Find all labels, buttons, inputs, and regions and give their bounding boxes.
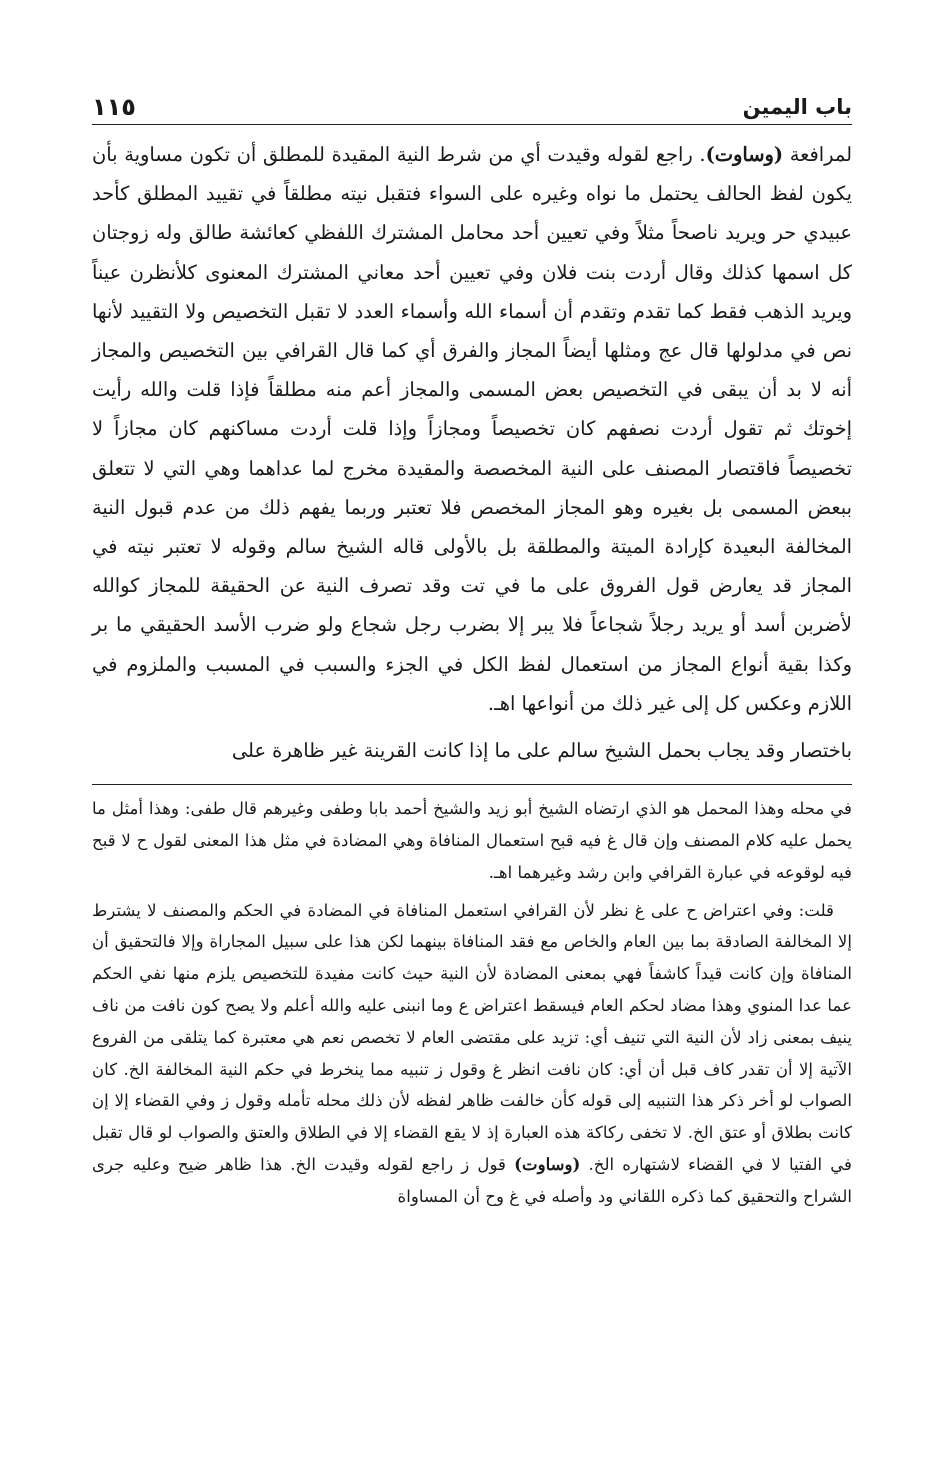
page-number: ١١٥ [92,92,144,122]
footnote-2-start: قلت: وفي اعتراض ح على غ نظر لأن القرافي استعمل المنافاة في المضادة في الحكم والمصنف لا يشترط إلا المخالفة الصادقة بما بين العام والخاص مع فقد المنافاة بينهما لكن هذا على سبيل المجاراة وإلا فالتحقيق أن المنافاة وإن كانت قيداً كاشفاً فهي بمعنى المضادة لأن النية حيث كانت مفيدة للتخصيص يلزم منها نفي الحكم عما عدا المنوي وهذا مضاد لحكم العام فيسقط اعتراض ع وما انبنى عليه والله أعلم ولا يصح كون نافت من ناف ينيف بمعنى زاد لأن النية التي تنيف أي: تزيد على مقتضى العام لا تخصص نعم هي معتبرة كما يتلقى من الفروع الآتية إلا أن تقدر كاف قبل أن أي: كان نافت انظر غ وقول ز تنبيه مما ينخرط في حكم النية المخالفة الخ. كان الصواب لو أخر ذكر هذا التنبيه إلى قوله كأن خالفت ظاهر لفظه لأن ذلك محله تأمله وقول ز وفي القضاء إلا إن كانت بطلاق أو عتق الخ. لا تخفى ركاكة هذه العبارة إذ لا يقع القضاء إلا في الطلاق والعتق والصواب لو قال تقبل في الفتيا لا في القضاء لاشتهاره الخ. [92,900,852,1175]
footnote-2 [92,895,852,1213]
footnote-separator [92,784,852,785]
main-paragraph-1-start: لمرافعة [783,143,852,166]
main-paragraph-1 [92,135,852,723]
chapter-title: باب اليمين [733,92,852,122]
main-paragraph-2: باختصار وقد يجاب بحمل الشيخ سالم على ما إذا كانت القرينة غير ظاهرة على [231,739,852,763]
footnote-1: في محله وهذا المحمل هو الذي ارتضاه الشيخ أبو زيد والشيخ أحمد بابا وطفى وغيرهم قال طفى: وهذا أمثل ما يحمل عليه كلام المصنف وإن قال غ فيه قبح استعمال المنافاة وهي المضادة في مثل هذا المعنى لقول ح لا قبح فيه لوقوعه في عبارة القرافي وابن رشد وغيرهما اهـ. [92,799,852,882]
book-page [92,78,852,1458]
keyword-wasawat: (وساوت) [705,143,784,166]
footnotes [92,793,852,1212]
running-head [92,78,852,125]
main-text [92,135,852,770]
main-paragraph-1-body: . راجع لقوله وقيدت أي من شرط النية المقيدة للمطلق أن تكون مساوية بأن يكون لفظ الحالف يحتمل ما نواه وغيره على السواء فتقبل نيته مطلقاً في تقييد المطلق كأحد عبيدي حر ويريد ناصحاً مثلاً وفي تعيين أحد محامل المشترك اللفظي كعائشة طالق وله زوجتان كل اسمها كذلك وقال أردت بنت فلان وفي تعيين أحد معاني المشترك المعنوى كلأنظرن عيناً ويريد الذهب فقط كما تقدم وتقدم أن أسماء الله وأسماء العدد لا تقبل التخصيص ولا التقييد لأنها نص في مدلولها قال عج ومثلها أيضاً المجاز والفرق أي كما قال القرافي بين التخصيص والمجاز أنه لا بد أن يبقى في التخصيص بعض المسمى والمجاز أعم منه مطلقاً فإذا قلت والله رأيت إخوتك ثم تقول أردت نصفهم كان تخصيصاً ومجازاً وإذا قلت أردت مساكنهم كان مجازاً لا تخصيصاً فاقتصار المصنف على النية المخصصة والمقيدة مخرج لما عداهما وهي التي لا تتعلق ببعض المسمى بل بغيره وهو المجاز المخصص فلا تعتبر وربما يفهم ذلك من عدم قبول النية المخالفة البعيدة كإرادة الميتة والمطلقة بل بالأولى قاله الشيخ سالم وقوله لا تعتبر نيته في المجاز قد يعارض قول الفروق على ما في تت وقد تصرف النية عن الحقيقة للمجاز كوالله لأضربن أسد أو يريد رجلاً شجاعاً فلا يبر إلا بضرب رجل شجاع ولو ضرب الأسد الحقيقي ما بر وكذا بقية أنواع المجاز من استعمال لفظ الكل في الجزء والسبب في المسبب والملزوم في اللازم وعكس كل إلى غير ذلك من أنواعها اهـ. [92,143,852,715]
footnote-2-end: قول ز راجع لقوله وقيدت الخ. هذا ظاهر ضيح وعليه جرى الشراح والتحقيق كما ذكره اللقاني ود وأصله في غ وح أن المساواة [92,1155,852,1206]
footnote-keyword-wasawat: (وساوت) [514,1154,581,1175]
